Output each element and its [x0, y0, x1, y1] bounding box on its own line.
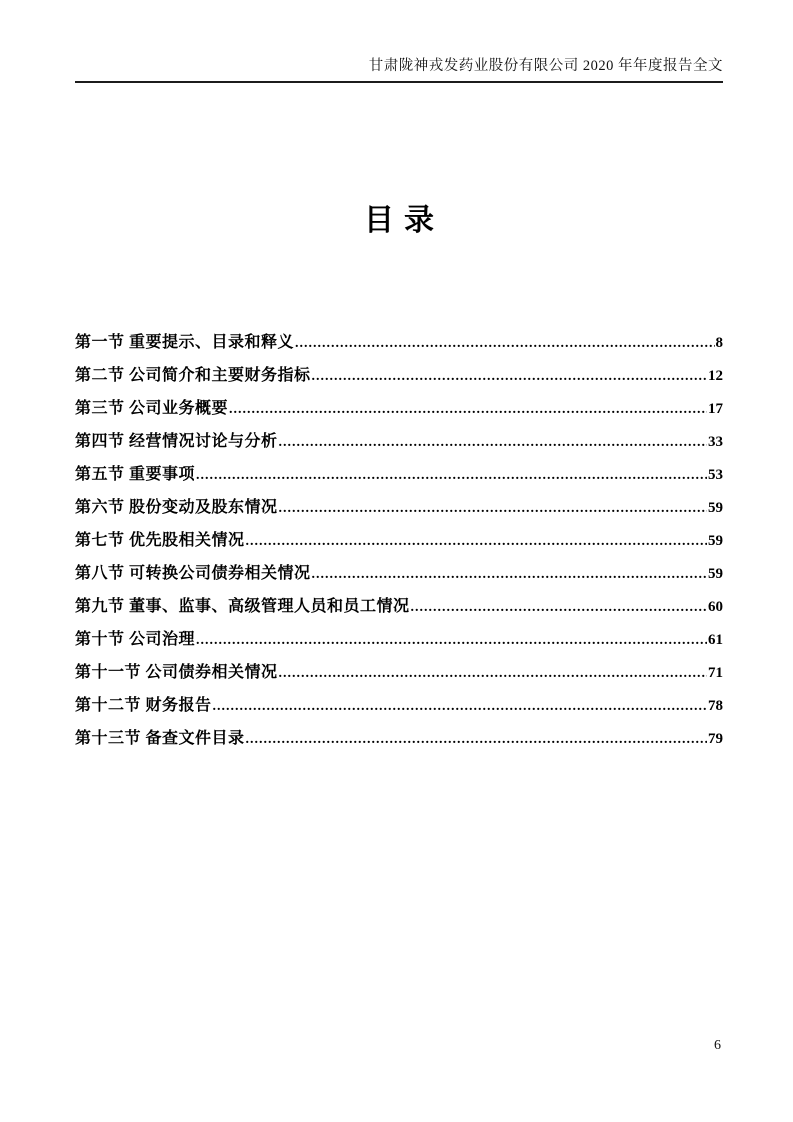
toc-entry-page: 78	[708, 698, 723, 714]
toc-entry-label: 第九节 董事、监事、高级管理人员和员工情况	[75, 598, 410, 615]
dot-leader	[295, 336, 714, 352]
dot-leader	[312, 369, 707, 385]
toc-entry-label: 第六节 股份变动及股东情况	[75, 499, 278, 516]
dot-leader	[196, 633, 707, 649]
toc-entry-page: 71	[708, 665, 723, 681]
toc-entry[interactable]	[75, 395, 723, 428]
dot-leader	[279, 666, 707, 682]
dot-leader	[279, 501, 707, 517]
toc-entry-page: 33	[708, 434, 723, 450]
toc-entry-page: 12	[708, 368, 723, 384]
dot-leader	[279, 435, 707, 451]
toc-entry[interactable]	[75, 527, 723, 560]
dot-leader	[411, 600, 707, 616]
toc-entry-label: 第一节 重要提示、目录和释义	[75, 334, 295, 351]
dot-leader	[196, 468, 707, 484]
toc-entry[interactable]	[75, 428, 723, 461]
toc-entry-label: 第三节 公司业务概要	[75, 400, 229, 417]
toc-entry[interactable]	[75, 725, 723, 758]
dot-leader	[229, 402, 707, 418]
toc-entry-page: 8	[715, 335, 723, 351]
toc-entry-page: 60	[708, 599, 723, 615]
dot-leader	[246, 534, 707, 550]
page-title: 目录	[364, 204, 444, 237]
toc-entry-label: 第十一节 公司债券相关情况	[75, 664, 278, 681]
document-page	[75, 0, 723, 1122]
toc-entry-label: 第五节 重要事项	[75, 466, 196, 483]
toc-entry-page: 59	[708, 533, 723, 549]
dot-leader	[312, 567, 707, 583]
toc-entry-label: 第十三节 备查文件目录	[75, 730, 245, 747]
document-header: 甘肃陇神戎发药业股份有限公司 2020 年年度报告全文	[75, 0, 723, 83]
toc-entry-page: 59	[708, 500, 723, 516]
footer-page-number: 6	[714, 1038, 721, 1053]
table-of-contents	[75, 329, 723, 758]
toc-entry-label: 第十二节 财务报告	[75, 697, 212, 714]
toc-entry[interactable]	[75, 560, 723, 593]
toc-entry[interactable]	[75, 329, 723, 362]
toc-entry-label: 第四节 经营情况讨论与分析	[75, 433, 278, 450]
toc-entry[interactable]	[75, 362, 723, 395]
toc-entry-label: 第二节 公司简介和主要财务指标	[75, 367, 311, 384]
toc-entry[interactable]	[75, 461, 723, 494]
toc-entry-page: 17	[708, 401, 723, 417]
toc-entry[interactable]	[75, 593, 723, 626]
toc-entry-label: 第八节 可转换公司债券相关情况	[75, 565, 311, 582]
dot-leader	[213, 699, 707, 715]
toc-entry-label: 第十节 公司治理	[75, 631, 196, 648]
toc-entry[interactable]	[75, 692, 723, 725]
dot-leader	[246, 732, 707, 748]
toc-entry-page: 79	[708, 731, 723, 747]
toc-entry[interactable]	[75, 626, 723, 659]
toc-entry-label: 第七节 优先股相关情况	[75, 532, 245, 549]
toc-entry[interactable]	[75, 494, 723, 527]
toc-entry-page: 53	[708, 467, 723, 483]
toc-entry-page: 61	[708, 632, 723, 648]
toc-entry-page: 59	[708, 566, 723, 582]
toc-entry[interactable]	[75, 659, 723, 692]
